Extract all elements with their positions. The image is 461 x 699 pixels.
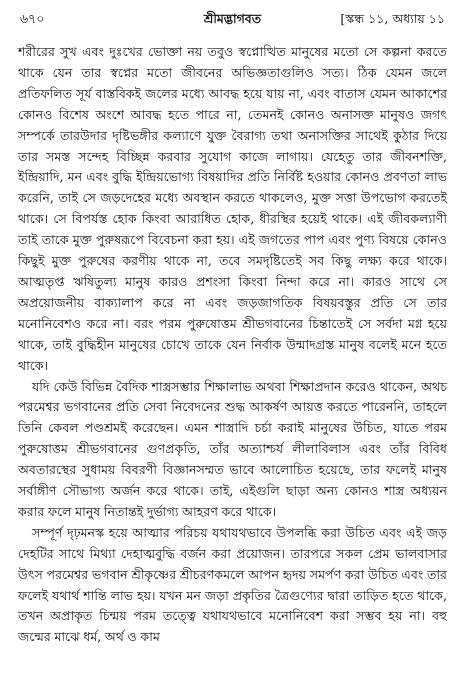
page-number: ৬৭০ — [20, 11, 45, 26]
page-header — [18, 10, 447, 28]
paragraph-2: যদি কেউ বিভিন্ন বৈদিক শাস্ত্রসম্ভার শিক্ষালাভ অথবা শিক্ষাপ্রদান করেও থাকেন, অথচ পরমেশ্বর ভগবানের প্রতি সেবা নিবেদনের শুদ্ধ আকর্ষণ আয়ত্ত করতে পারেননি, তাহলে তিনি কেবল পণ্ডশ্রমই করেছেন। এমন শাস্ত্রাদি চর্চা করাই মানুষের উচিত, যাতে পরম পুরুষোত্তম শ্রীভগবানের গুণপ্রকৃতি, তাঁর অত্যাশ্চর্য লীলাবিলাস এবং তাঁর বিবিধ অবতারস্থের সুধাময় বিবরণী বিজ্ঞানসম্মত ভাবে আলোচিত হয়েছে, তার ফলেই মানুষ সর্বাঙ্গীণ সৌভাগ্য অর্জন করে থাকে। তাই, এইগুলি ছাড়া অন্য কোনও শাস্ত্র অধ্যয়ন করার ফলে মানুষ নিতান্তই দুর্ভাগ্য আহরণ করে থাকে। — [18, 378, 447, 519]
book-title: শ্রীমদ্ভাগবত — [203, 11, 262, 26]
section-reference: [স্কন্ধ ১১, অধ্যায় ১১ — [340, 11, 445, 26]
paragraph-1: শরীরের সুখ এবং দুঃখের ভোক্তা নয় তবুও স্বপ্নোত্থিত মানুষের মতো সে কল্পনা করতে থাকে যেন তার স্বপ্নের মতো জীবনের অভিজ্ঞতাগুলিও সত্য। ঠিক যেমন জলে প্রতিফলিত সূর্য বাস্তবিকই জলের মধ্যে আবদ্ধ হয়ে যায় না, এবং বাতাস যেমন আকাশের কোনও বিশেষ অংশে আবদ্ধ হতে পারে না, তেমনই কোনও অনাসক্ত মানুষও জগৎ সম্পর্কে তারউদার দৃষ্টিভঙ্গীর কল্যাণে যুক্ত বৈরাগ্য তথা অনাসক্তির সাথেই কুঠার দিয়ে তার সমস্ত সন্দেহ বিচ্ছিন্ন করবার সুযোগ কাজে লাগায়। যেহেতু তার জীবনশক্তি, ইন্দ্রিয়াদি, মন এবং বুদ্ধি ইন্দ্রিয়ভোগ্য বিষয়াদির প্রতি নির্বিষ্ট হওয়ার কোনও প্রবণতা লাভ করেনি, তাই সে জড়দেহের মধ্যে অবস্থান করতে থাকলেও, মুক্ত সত্তা উপভোগ করতেই থাকে। সে বিপর্যস্ত হোক কিংবা আরাধিত হোক, ধীরস্থির হয়েই থাকে। এই জীবকল্যাণী তাই তাকে মুক্ত পুরুষরূপে বিবেচনা করা হয়। এই জগতের পাপ এবং পুণ্য বিষয়ে কোনও কিছুই মুক্ত পুরুষের করণীয় থাকে না, তবে সমদৃষ্টিতেই সব কিছু লক্ষ্য করে থাকে। আত্মতৃপ্ত ঋষিতুল্য মানুষ কারও প্রশংসা কিংবা নিন্দা করে না। কারও সাথে সে অপ্রয়োজনীয় বাক্যালাপ করে না এবং জড়জাগতিক বিষয়বস্তুর প্রতি সে তার মনোনিবেশও করে না। বরং পরম পুরুষোত্তম শ্রীভগবানের চিন্তাতেই সে সর্বদা মগ্ন হয়ে থাকে, তাই বুদ্ধিহীন মানুষের চোখে তাকে যেন নির্বাক উন্মাদগ্রস্ত মানুষ বলেই মনে হতে থাকে। — [18, 44, 447, 373]
paragraph-3: সম্পূর্ণ দৃঢ়মনস্ক হয়ে আত্মার পরিচয় যথাযথভাবে উপলব্ধি করা উচিত এবং এই জড় দেহটির সাথে মিথ্যা দেহাত্মবুদ্ধি বর্জন করা প্রয়োজন। তারপরে সকল প্রেম ভালবাসার উৎস পরমেশ্বর ভগবান শ্রীকৃষ্ণের শ্রীচরণকমলে আপন হৃদয় সমর্পণ করা উচিত এবং তার ফলেই যথার্থ শান্তি লাভ হয়। যখন মন জড়া প্রকৃতির ত্রৈগুণ্যের দ্বারা তাড়িত হতে থাকে, তখন অপ্রাকৃত চিন্ময় পরম তত্ত্বে যথাযথভাবে মনোনিবেশ করা সম্ভব হয় না। বহু জন্মের মাঝে ধর্ম, অর্থ ও কাম — [18, 524, 447, 645]
body-text — [18, 42, 447, 648]
